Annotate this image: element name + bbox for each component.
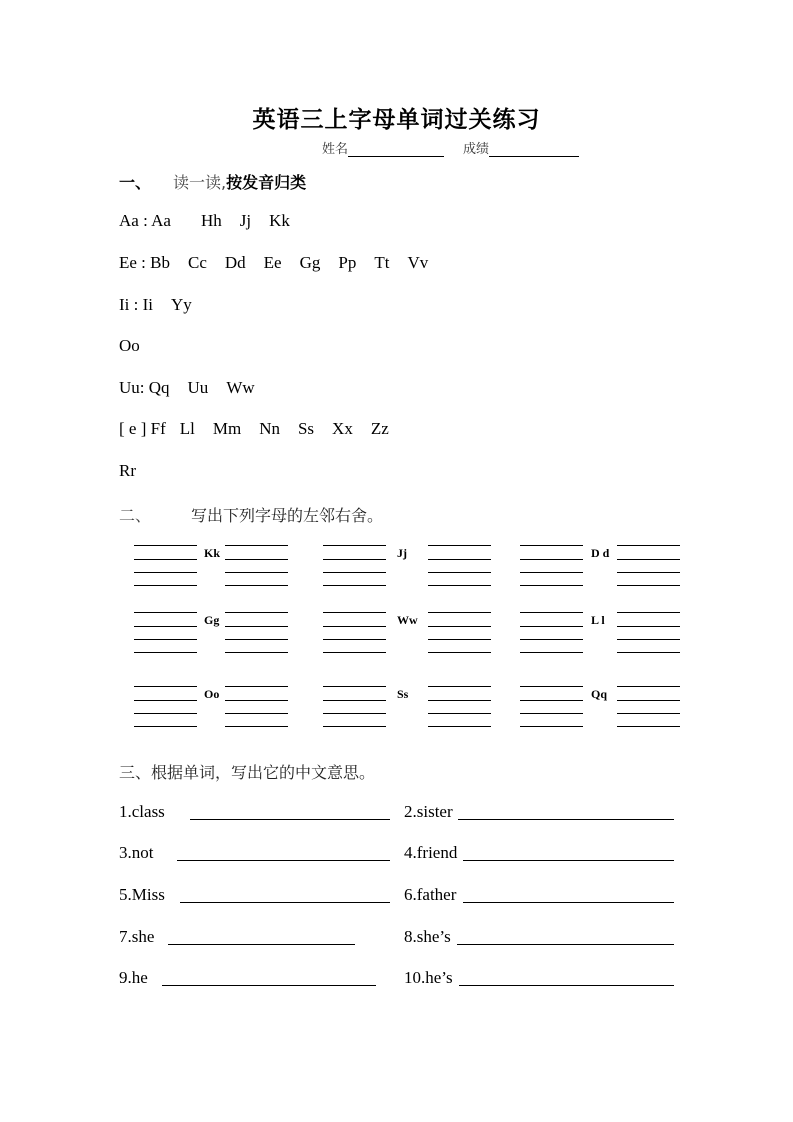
vocab-word: 1.class: [119, 802, 165, 821]
left-neighbor-blank[interactable]: [520, 612, 583, 613]
right-neighbor-blank[interactable]: [225, 612, 288, 613]
right-neighbor-blank[interactable]: [428, 713, 491, 714]
right-neighbor-blank[interactable]: [225, 652, 288, 653]
right-neighbor-blank[interactable]: [428, 572, 491, 573]
left-neighbor-blank[interactable]: [520, 652, 583, 653]
meaning-blank[interactable]: [463, 860, 674, 861]
left-neighbor-blank[interactable]: [323, 726, 386, 727]
right-neighbor-blank[interactable]: [225, 585, 288, 586]
left-neighbor-blank[interactable]: [134, 626, 197, 627]
right-neighbor-blank[interactable]: [617, 652, 680, 653]
left-neighbor-blank[interactable]: [323, 612, 386, 613]
right-neighbor-blank[interactable]: [617, 639, 680, 640]
left-neighbor-blank[interactable]: [134, 700, 197, 701]
right-neighbor-blank[interactable]: [428, 700, 491, 701]
left-neighbor-blank[interactable]: [520, 626, 583, 627]
target-letter: Ww: [397, 613, 418, 627]
sound-group-prefix: Ee : Bb: [119, 253, 170, 272]
meaning-blank[interactable]: [180, 902, 390, 903]
right-neighbor-blank[interactable]: [617, 545, 680, 546]
left-neighbor-blank[interactable]: [134, 559, 197, 560]
name-field[interactable]: [322, 138, 444, 157]
left-neighbor-blank[interactable]: [520, 713, 583, 714]
section3-heading: 三、根据单词，写出它的中文意思。: [119, 763, 376, 782]
letter-pair: Kk: [269, 211, 290, 230]
left-neighbor-blank[interactable]: [323, 585, 386, 586]
target-letter: Qq: [591, 687, 608, 701]
right-neighbor-blank[interactable]: [428, 639, 491, 640]
section2-number: 二、: [119, 506, 152, 525]
right-neighbor-blank[interactable]: [225, 572, 288, 573]
right-neighbor-blank[interactable]: [617, 626, 680, 627]
page-title: 英语三上字母单词过关练习: [252, 107, 541, 133]
vocab-word: 10.he’s: [404, 968, 453, 987]
sound-group-prefix: Ii : Ii: [119, 295, 153, 314]
right-neighbor-blank[interactable]: [428, 545, 491, 546]
vocab-word: 2.sister: [404, 802, 453, 821]
left-neighbor-blank[interactable]: [134, 585, 197, 586]
left-neighbor-blank[interactable]: [134, 612, 197, 613]
right-neighbor-blank[interactable]: [428, 559, 491, 560]
right-neighbor-blank[interactable]: [617, 726, 680, 727]
section1-heading-bold: 按发音归类: [226, 173, 307, 192]
letter-pair: Gg: [299, 253, 321, 272]
right-neighbor-blank[interactable]: [617, 585, 680, 586]
name-label: 姓名: [322, 142, 349, 157]
right-neighbor-blank[interactable]: [617, 686, 680, 687]
left-neighbor-blank[interactable]: [323, 545, 386, 546]
right-neighbor-blank[interactable]: [428, 726, 491, 727]
right-neighbor-blank[interactable]: [225, 713, 288, 714]
left-neighbor-blank[interactable]: [323, 626, 386, 627]
right-neighbor-blank[interactable]: [428, 652, 491, 653]
left-neighbor-blank[interactable]: [134, 652, 197, 653]
score-label: 成绩: [463, 142, 490, 157]
letter-pair: Dd: [224, 253, 246, 272]
left-neighbor-blank[interactable]: [323, 700, 386, 701]
left-neighbor-blank[interactable]: [520, 726, 583, 727]
meaning-blank[interactable]: [458, 819, 674, 820]
left-neighbor-blank[interactable]: [520, 572, 583, 573]
right-neighbor-blank[interactable]: [617, 612, 680, 613]
right-neighbor-blank[interactable]: [617, 700, 680, 701]
target-letter: Jj: [397, 546, 407, 560]
letter-pair: Jj: [239, 211, 252, 230]
left-neighbor-blank[interactable]: [520, 639, 583, 640]
right-neighbor-blank[interactable]: [428, 626, 491, 627]
vocab-word: 4.friend: [404, 843, 458, 862]
meaning-blank[interactable]: [162, 985, 376, 986]
letter-pair: Xx: [332, 419, 353, 438]
target-letter: Ss: [397, 687, 409, 701]
meaning-blank[interactable]: [463, 902, 674, 903]
vocab-word: 3.not: [119, 843, 154, 862]
right-neighbor-blank[interactable]: [225, 700, 288, 701]
section2-heading-text: 写出下列字母的左邻右舍。: [191, 506, 384, 525]
left-neighbor-blank[interactable]: [520, 700, 583, 701]
letter-pair: Ll: [179, 419, 195, 438]
letter-pair: Nn: [259, 419, 280, 438]
target-letter: Gg: [204, 613, 220, 627]
vocab-word: 6.father: [404, 885, 457, 904]
letter-pair: Uu: [187, 378, 209, 397]
left-neighbor-blank[interactable]: [520, 559, 583, 560]
meaning-blank[interactable]: [459, 985, 674, 986]
letter-pair: Tt: [374, 253, 390, 272]
target-letter: Oo: [204, 687, 220, 701]
left-neighbor-blank[interactable]: [134, 713, 197, 714]
sound-group-prefix: Oo: [119, 336, 140, 355]
left-neighbor-blank[interactable]: [323, 572, 386, 573]
right-neighbor-blank[interactable]: [225, 686, 288, 687]
right-neighbor-blank[interactable]: [225, 626, 288, 627]
left-neighbor-blank[interactable]: [520, 585, 583, 586]
left-neighbor-blank[interactable]: [520, 545, 583, 546]
sound-group-prefix: Rr: [119, 461, 136, 480]
left-neighbor-blank[interactable]: [134, 545, 197, 546]
section1-number: 一、: [119, 173, 152, 192]
letter-pair: Ss: [297, 419, 315, 438]
sound-group-prefix: Aa : Aa: [119, 211, 171, 230]
left-neighbor-blank[interactable]: [134, 572, 197, 573]
right-neighbor-blank[interactable]: [617, 713, 680, 714]
letter-pair: Cc: [188, 253, 207, 272]
sound-group-row: [119, 295, 192, 315]
right-neighbor-blank[interactable]: [225, 726, 288, 727]
letter-pair: Mm: [212, 419, 242, 438]
letter-pair: Pp: [338, 253, 357, 272]
right-neighbor-blank[interactable]: [225, 639, 288, 640]
vocab-word: 8.she’s: [404, 927, 451, 946]
left-neighbor-blank[interactable]: [520, 686, 583, 687]
vocab-word: 5.Miss: [119, 885, 165, 904]
left-neighbor-blank[interactable]: [323, 713, 386, 714]
right-neighbor-blank[interactable]: [225, 545, 288, 546]
sound-group-prefix: Uu: Qq: [119, 378, 170, 397]
left-neighbor-blank[interactable]: [323, 652, 386, 653]
right-neighbor-blank[interactable]: [428, 686, 491, 687]
vocab-word: 9.he: [119, 968, 148, 987]
left-neighbor-blank[interactable]: [323, 559, 386, 560]
letter-pair: Vv: [407, 253, 429, 272]
left-neighbor-blank[interactable]: [134, 639, 197, 640]
section1-heading: [119, 170, 306, 193]
right-neighbor-blank[interactable]: [428, 585, 491, 586]
target-letter: D d: [591, 546, 610, 560]
letter-pair: Hh: [200, 211, 222, 230]
letter-pair: Ww: [226, 378, 255, 397]
meaning-blank[interactable]: [168, 944, 355, 945]
left-neighbor-blank[interactable]: [323, 686, 386, 687]
letter-pair: Yy: [171, 295, 192, 314]
meaning-blank[interactable]: [457, 944, 674, 945]
section2-heading: [119, 503, 383, 526]
sound-group-prefix: [ e ] Ff: [119, 419, 166, 438]
right-neighbor-blank[interactable]: [617, 572, 680, 573]
name-blank[interactable]: [348, 142, 444, 157]
left-neighbor-blank[interactable]: [134, 726, 197, 727]
left-neighbor-blank[interactable]: [323, 639, 386, 640]
sound-group-row: [119, 253, 428, 273]
right-neighbor-blank[interactable]: [225, 559, 288, 560]
sound-group-row: [119, 336, 140, 356]
score-field[interactable]: [463, 138, 579, 157]
meaning-blank[interactable]: [190, 819, 390, 820]
section1-heading-plain: 读一读,: [173, 173, 227, 192]
right-neighbor-blank[interactable]: [617, 559, 680, 560]
sound-group-row: [119, 461, 136, 481]
letter-pair: Ee: [263, 253, 282, 272]
sound-group-row: [119, 378, 255, 398]
vocab-word: 7.she: [119, 927, 155, 946]
sound-group-row: [119, 211, 290, 231]
target-letter: L l: [591, 613, 605, 627]
target-letter: Kk: [204, 546, 221, 560]
sound-group-row: [119, 419, 389, 439]
score-blank[interactable]: [489, 142, 579, 157]
right-neighbor-blank[interactable]: [428, 612, 491, 613]
left-neighbor-blank[interactable]: [134, 686, 197, 687]
meaning-blank[interactable]: [177, 860, 390, 861]
letter-pair: Zz: [370, 419, 389, 438]
